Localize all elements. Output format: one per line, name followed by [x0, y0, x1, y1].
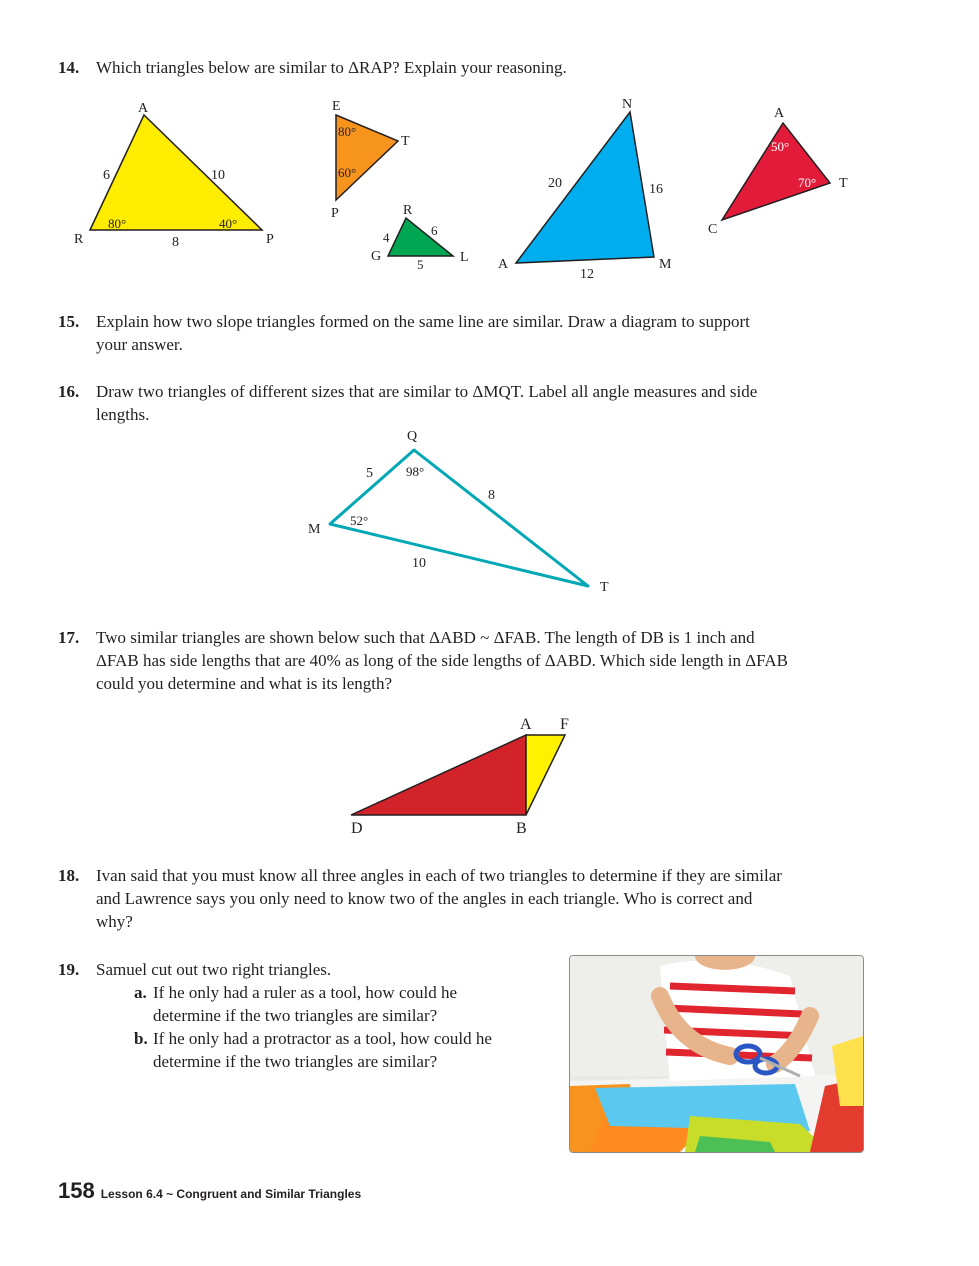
part-label-a: a.: [134, 983, 147, 1002]
angle-q: 98°: [406, 464, 425, 479]
side-mq: 5: [366, 466, 373, 481]
problem-text-line-1: Ivan said that you must know all three angles in each of two triangles to determine if they are similar: [96, 866, 782, 885]
triangle-act: [722, 123, 830, 220]
vertex-n: N: [622, 97, 633, 112]
angle-t: 70°: [798, 175, 817, 190]
problem-text: Which triangles below are similar to ΔRAP? Explain your reasoning.: [96, 58, 567, 77]
problem-text-line-2: ΔFAB has side lengths that are 40% as long of the side lengths of ΔABD. Which side length in ΔFAB: [96, 651, 788, 670]
angle-m: 52°: [350, 513, 369, 528]
part-b-line-2: determine if the two triangles are similar?: [153, 1052, 438, 1071]
vertex-a: A: [498, 257, 509, 272]
problem-number: 18.: [58, 866, 80, 885]
lesson-title: Lesson 6.4 ~ Congruent and Similar Triangles: [100, 1187, 362, 1201]
problem-number: 14.: [58, 58, 80, 77]
problem-text: Samuel cut out two right triangles.: [96, 960, 332, 979]
problem-text-line-2: lengths.: [96, 405, 150, 424]
vertex-b: B: [516, 820, 527, 837]
part-label-b: b.: [134, 1029, 148, 1048]
vertex-a: A: [138, 101, 149, 116]
vertex-a: A: [520, 716, 532, 733]
side-gr: 4: [383, 230, 390, 245]
angle-r: 80°: [108, 216, 127, 231]
vertex-a: A: [774, 106, 785, 121]
problem-text-line-2: and Lawrence says you only need to know two of the angles in each triangle. Who is correct and: [96, 889, 753, 908]
problem-14-figures: [0, 90, 979, 290]
angle-a: 50°: [771, 139, 790, 154]
problem-number: 17.: [58, 628, 80, 647]
side-nm: 16: [649, 182, 663, 197]
angle-p: 60°: [338, 165, 357, 180]
vertex-m: M: [308, 522, 321, 537]
vertex-t: T: [401, 134, 410, 149]
vertex-c: C: [708, 222, 718, 237]
triangle-mqt-figure: [290, 420, 630, 600]
angle-p: 40°: [219, 216, 238, 231]
side-rl: 6: [431, 223, 438, 238]
problem-text-line-1: Draw two triangles of different sizes that are similar to ΔMQT. Label all angle measures and side: [96, 382, 758, 401]
vertex-e: E: [332, 99, 341, 114]
side-an: 20: [548, 176, 562, 191]
vertex-t: T: [839, 176, 848, 191]
vertex-r: R: [403, 203, 413, 218]
child-cutting-paper-photo: [569, 955, 864, 1153]
page-footer: [58, 1178, 361, 1204]
problem-text-line-3: why?: [96, 912, 133, 931]
side-ra: 6: [103, 168, 110, 183]
vertex-p: P: [331, 206, 339, 221]
part-a-line-1: If he only had a ruler as a tool, how could he: [153, 983, 458, 1002]
problem-text-line-3: could you determine and what is its length?: [96, 674, 393, 693]
problem-text-line-1: Two similar triangles are shown below such that ΔABD ~ ΔFAB. The length of DB is 1 inch and: [96, 628, 755, 647]
page-number: 158: [58, 1178, 95, 1203]
vertex-q: Q: [407, 429, 418, 444]
vertex-l: L: [460, 250, 469, 265]
problem-text-line-2: your answer.: [96, 335, 183, 354]
part-b-line-1: If he only had a protractor as a tool, how could he: [153, 1029, 492, 1048]
vertex-g: G: [371, 249, 382, 264]
triangle-anm: [516, 112, 654, 263]
part-a-line-2: determine if the two triangles are similar?: [153, 1006, 438, 1025]
side-gl: 5: [417, 257, 424, 272]
vertex-m: M: [659, 257, 672, 272]
triangle-rap: [90, 115, 262, 230]
triangle-abd: [351, 735, 526, 815]
problem-number: 19.: [58, 960, 80, 979]
side-rp: 8: [172, 235, 179, 250]
side-am: 12: [580, 267, 594, 282]
problem-number: 15.: [58, 312, 80, 331]
side-mt: 10: [412, 556, 426, 571]
side-qt: 8: [488, 488, 495, 503]
vertex-t: T: [600, 580, 609, 595]
vertex-r: R: [74, 232, 84, 247]
vertex-f: F: [560, 716, 569, 733]
vertex-d: D: [351, 820, 363, 837]
figure-dabf: [340, 710, 580, 840]
triangle-grl: [388, 218, 453, 256]
vertex-p: P: [266, 232, 274, 247]
side-ap: 10: [211, 168, 225, 183]
problem-number: 16.: [58, 382, 80, 401]
problem-text-line-1: Explain how two slope triangles formed on the same line are similar. Draw a diagram to support: [96, 312, 750, 331]
triangle-fab: [526, 735, 565, 815]
angle-e: 80°: [338, 124, 357, 139]
